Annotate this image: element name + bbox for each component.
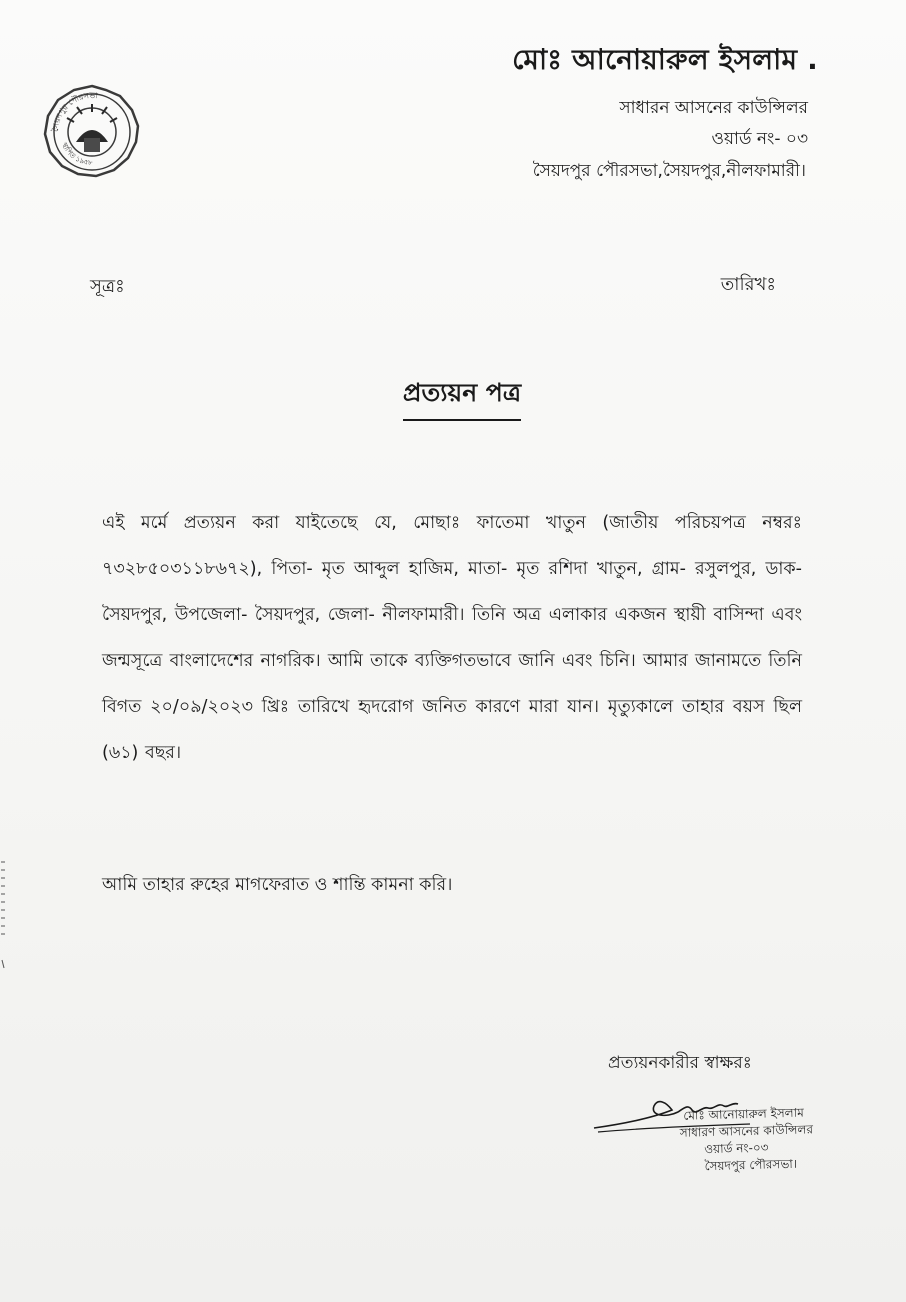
stamp-position: সাধারণ আসনের কাউন্সিলর: [679, 1122, 814, 1140]
ward-number: ওয়ার্ড নং- ০৩: [711, 129, 808, 149]
document-title: প্রত্যয়ন পত্র: [403, 373, 521, 421]
seal-icon: [40, 82, 144, 178]
date-label: তারিখঃ: [720, 274, 776, 295]
reference-label: সূত্রঃ: [90, 276, 125, 297]
seal-top-text: সৈয়দপুর পৌরসভা: [50, 90, 98, 133]
page-edge-marks: [0, 860, 8, 970]
municipality-seal: [40, 82, 144, 178]
seal-bottom-text: স্থাপিত ১৯৫৮: [60, 141, 93, 167]
document-title-wrap: [0, 373, 906, 421]
signature-stamp: [679, 1104, 814, 1175]
stamp-ward: ওয়ার্ড নং-০৩: [704, 1140, 769, 1157]
councillor-position: সাধারন আসনের কাউন্সিলর: [619, 98, 808, 118]
stamp-office: সৈয়দপুর পৌরসভা।: [704, 1156, 798, 1174]
signature-label: প্রত্যয়নকারীর স্বাক্ষরঃ: [608, 1053, 752, 1073]
councillor-name: মোঃ আনোয়ারুল ইসলাম .: [512, 43, 818, 76]
certificate-paragraph: এই মর্মে প্রত্যয়ন করা যাইতেছে যে, মোছাঃ ফাতেমা খাতুন (জাতীয় পরিচয়পত্র নম্বরঃ ৭৩২৮৫০৩১১৮৬৭২), পিতা- মৃত আব্দুল হাজিম, মাতা- মৃত রশিদা খাতুন, গ্রাম- রসুলপুর, ডাক- সৈয়দপুর, উপজেলা- সৈয়দপুর, জেলা- নীলফামারী। তিনি অত্র এলাকার একজন স্থায়ী বাসিন্দা এবং জন্মসূত্রে বাংলাদেশের নাগরিক। আমি তাকে ব্যক্তিগতভাবে জানি এবং চিনি। আমার জানামতে তিনি বিগত ২০/০৯/২০২৩ খ্রিঃ তারিখে হৃদরোগ জনিত কারণে মারা যান। মৃত্যুকালে তাহার বয়স ছিল (৬১) বছর।: [102, 513, 802, 763]
stamp-name: মোঃ আনোয়ারুল ইসলাম: [683, 1105, 804, 1123]
blessing-line: আমি তাহার রুহের মাগফেরাত ও শান্তি কামনা করি।: [102, 875, 453, 895]
office-address: সৈয়দপুর পৌরসভা,সৈয়দপুর,নীলফামারী।: [532, 161, 806, 181]
